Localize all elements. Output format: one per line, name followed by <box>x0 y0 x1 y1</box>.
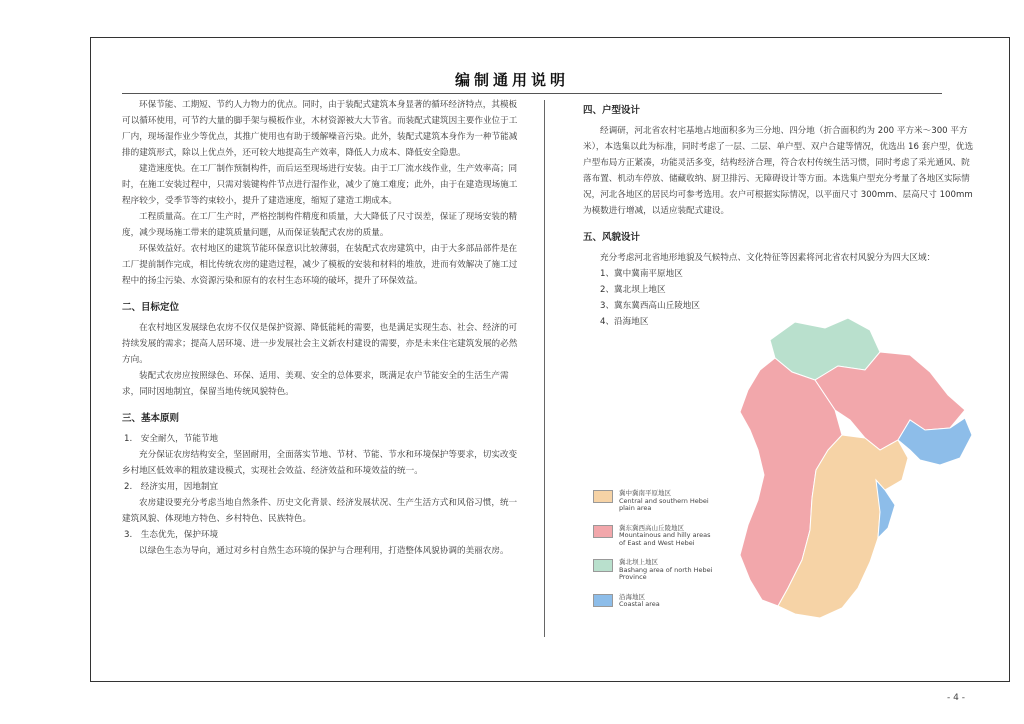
section-heading: 四、户型设计 <box>583 105 641 116</box>
region-item: 2、冀北坝上地区 <box>600 285 666 295</box>
section-heading: 三、基本原则 <box>122 413 180 424</box>
legend-label: 冀北坝上地区 <box>619 558 658 566</box>
paragraph: 工程质量高。在工厂生产时，严格控制构件精度和质量，大大降低了尺寸误差，保证了现场安装的精度，减少现场施工带来的建筑质量问题，从而保证装配式农房的质量。 <box>122 212 518 238</box>
left-column <box>122 97 518 559</box>
title-rule <box>122 93 942 94</box>
legend-item <box>593 490 713 513</box>
paragraph: 以绿色生态为导向，通过对乡村自然生态环境的保护与合理利用，打造整体风貌协调的美丽农房。 <box>139 546 509 556</box>
legend-swatch <box>593 594 613 607</box>
legend-label-en: Coastal area <box>619 600 660 608</box>
page-title: 编制通用说明 <box>454 71 569 89</box>
paragraph: 经调研，河北省农村宅基地占地面积多为三分地、四分地（折合面积约为 200 平方米～300 平方米），本选集以此为标准，同时考虑了一层、二层、单户型、双户合建等情况，优选出 16 套户型，优选户型布局方正紧凑，功能灵活多变，结构经济合理，符合农村传统生活习惯，同时考虑了采光通风、院落布置、机动车停放、储藏收纳、厨卫排污、无障碍设计等方面。本选集户型充分考量了各地区实际情况，河北各地区的居民均可参考选用。农户可根据实际情况，以平面尺寸 300mm、层高尺寸 100mm 为模数进行增减，以适应装配式建设。 <box>583 126 974 216</box>
section-heading: 二、目标定位 <box>122 302 180 313</box>
page-number: - 4 - <box>947 693 965 703</box>
legend-label: 沿海地区 <box>619 592 645 601</box>
legend-label: 冀中冀南平原地区 <box>619 489 671 497</box>
paragraph: 装配式农房应按照绿色、环保、适用、美观、安全的总体要求，既满足农户节能安全的生活生产需求，同时因地制宜，保留当地传统风貌特色。 <box>122 371 509 397</box>
legend-item <box>593 559 713 582</box>
legend-label-en: Central and southern Hebei plain area <box>619 496 709 512</box>
paragraph: 充分保证农房结构安全，坚固耐用，全面落实节地、节材、节能、节水和环境保护等要求，切实改变乡村地区低效率的粗放建设模式，实现社会效益、经济效益和环境效益的统一。 <box>122 450 518 476</box>
legend-swatch <box>593 490 613 503</box>
legend-label: 冀东冀西高山丘陵地区 <box>619 523 684 532</box>
paragraph: 环保效益好。农村地区的建筑节能环保意识比较薄弱，在装配式农房建筑中，由于大多部品部件是在工厂提前制作完成，相比传统农房的建造过程，减少了模板的安装和材料的堆放，进而有效解决了施工过程中的扬尘污染、水资源污染和原有的农村生态环境的破坏，提升了环保效益。 <box>122 244 518 286</box>
paragraph: 环保节能、工期短、节约人力物力的优点。同时，由于装配式建筑本身显著的循环经济特点，其模板可以循环使用，可节约大量的脚手架与模板作业，木材资源被大大节省。而装配式建筑因主要作业位于工厂内，现场湿作业少等优点，其推广使用也有助于缓解噪音污染。此外，装配式建筑本身作为一种节能减排的建筑形式，除以上优点外，还可较大地提高生产效率，降低人力成本、降低安全隐患。 <box>122 100 518 158</box>
legend-item <box>593 525 713 548</box>
principle-title: 1. 安全耐久，节能节地 <box>124 434 219 444</box>
paragraph: 建造速度快。在工厂制作预制构件，而后运至现场进行安装。由于工厂流水线作业，生产效率高；同时，在施工安装过程中，只需对装键构件节点进行湿作业，减少了施工难度；此外，由于在建造现场施工程序较少，受季节等约束较小，提升了建造速度，缩短了建造工期成本。 <box>122 164 518 206</box>
section-heading: 五、风貌设计 <box>583 232 641 243</box>
paragraph: 农房建设要充分考虑当地自然条件、历史文化背景、经济发展状况、生产生活方式和风俗习惯，统一建筑风貌、体现地方特色、乡村特色、民族特色。 <box>122 498 518 524</box>
right-column <box>583 103 975 330</box>
region-item: 4、沿海地区 <box>600 317 649 327</box>
paragraph: 在农村地区发展绿色农房不仅仅是保护资源、降低能耗的需要，也是满足实现生态、社会、经济的可持续发展的需求；提高人居环境、进一步发展社会主义新农村建设的需要，亦是未来住宅建筑发展的必然方向。 <box>122 323 518 365</box>
column-divider <box>544 100 545 637</box>
principle-title: 2. 经济实用，因地制宜 <box>124 482 219 492</box>
legend-swatch <box>593 559 613 572</box>
paragraph: 充分考虑河北省地形地貌及气候特点、文化特征等因素将河北省农村风貌分为四大区域： <box>600 253 936 263</box>
legend-label-en: Mountainous and hilly areas of East and West Hebei <box>619 531 711 547</box>
map-legend <box>593 490 713 621</box>
region-item: 3、冀东冀西高山丘陵地区 <box>600 301 700 311</box>
region-item: 1、冀中冀南平原地区 <box>600 269 683 279</box>
legend-item <box>593 594 713 609</box>
principle-title: 3. 生态优先，保护环境 <box>124 530 219 540</box>
legend-label-en: Bashang area of north Hebei Province <box>619 565 713 581</box>
legend-swatch <box>593 525 613 538</box>
